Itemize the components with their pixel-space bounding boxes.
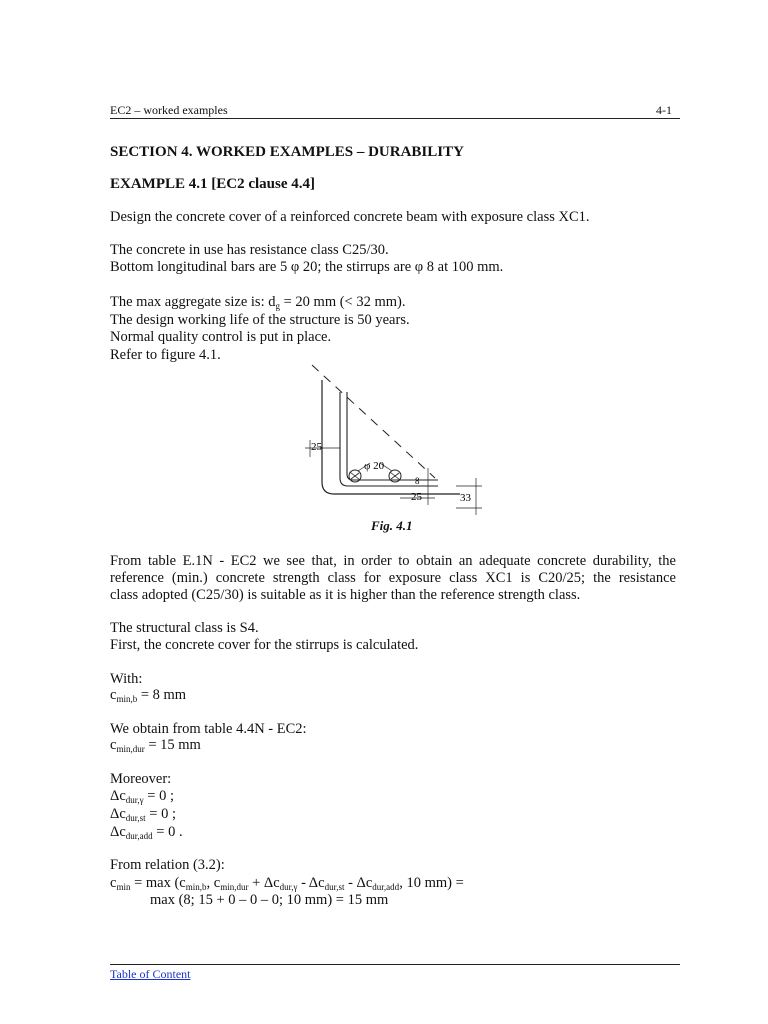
table-paragraph — [110, 553, 676, 604]
first-text: First, the concrete cover for the stirrups is calculated. — [110, 637, 419, 653]
cmin-b-equation: $c_{min,b} = 8$ mm — [110, 687, 187, 704]
moreover-text: Moreover: — [110, 771, 172, 787]
dim-label-8: 8 — [415, 476, 420, 486]
table-paragraph-line-1: From table E.1N - EC2 we see that, in order to obtain an adequate concrete durability, the — [110, 553, 676, 569]
bar-diameter-label: φ 20 — [364, 460, 385, 472]
table-of-content-link[interactable]: Table of Content — [110, 967, 191, 981]
concrete-outline — [322, 380, 460, 494]
with-text: With: — [110, 671, 143, 687]
aggregate-text: The max aggregate size is: $d_g = 20$ mm (< 32 mm). — [110, 294, 406, 311]
delta-dur-st: $\Delta c_{dur,st} = 0$ ; — [110, 806, 176, 823]
dim-label-25-horizontal: 25 — [411, 491, 422, 503]
stirrup-inner — [347, 392, 438, 480]
example-title: EXAMPLE 4.1 [EC2 clause 4.4] — [110, 176, 315, 192]
concrete-class-text: The concrete in use has resistance class C25/30. — [110, 242, 389, 258]
bars-text: Bottom longitudinal bars are 5 φ 20; the stirrups are φ 8 at 100 mm. — [110, 259, 504, 275]
dim-label-25-vertical: 25 — [311, 441, 322, 453]
relation-text: From relation (3.2): — [110, 857, 225, 873]
running-header-title: EC2 – worked examples — [110, 103, 228, 117]
page-number: 4-1 — [656, 103, 672, 117]
figure-caption: Fig. 4.1 — [371, 518, 413, 533]
intro-text: Design the concrete cover of a reinforced concrete beam with exposure class XC1. — [110, 209, 590, 225]
cmin-dur-equation: $c_{min,dur} = 15$ mm — [110, 737, 201, 754]
refer-text: Refer to figure 4.1. — [110, 347, 221, 363]
structural-class-text: The structural class is S4. — [110, 620, 259, 636]
figure-beam-corner — [300, 360, 500, 520]
quality-text: Normal quality control is put in place. — [110, 329, 332, 345]
cmin-formula: $c_{min} = \max (c_{min,b}$, $c_{min,dur} + \Delta c_{dur,\gamma} - \Delta c_{dur,st} - \Delta c_{dur,add}$, 10 mm) = — [110, 875, 464, 892]
cmin-result: max (8; 15 + 0 – 0 – 0; 10 mm) = 15 mm — [150, 892, 389, 908]
section-title: SECTION 4. WORKED EXAMPLES – DURABILITY — [110, 144, 464, 160]
table-paragraph-line-3: class adopted (C25/30) is suitable as it is higher than the reference strength class. — [110, 587, 581, 603]
delta-dur-gamma: $\Delta c_{dur,\gamma} = 0$ ; — [110, 788, 174, 805]
obtain-text: We obtain from table 4.4N - EC2: — [110, 721, 307, 737]
dim-label-33: 33 — [460, 492, 471, 504]
working-life-text: The design working life of the structure is 50 years. — [110, 312, 410, 328]
footer-rule — [110, 964, 680, 965]
delta-dur-add: $\Delta c_{dur,add} = 0$ . — [110, 824, 183, 841]
table-paragraph-line-2: reference (min.) concrete strength class for exposure class XC1 is C20/25; the resistance — [110, 570, 676, 586]
header-rule — [110, 118, 680, 119]
stirrup-outer — [340, 392, 438, 486]
